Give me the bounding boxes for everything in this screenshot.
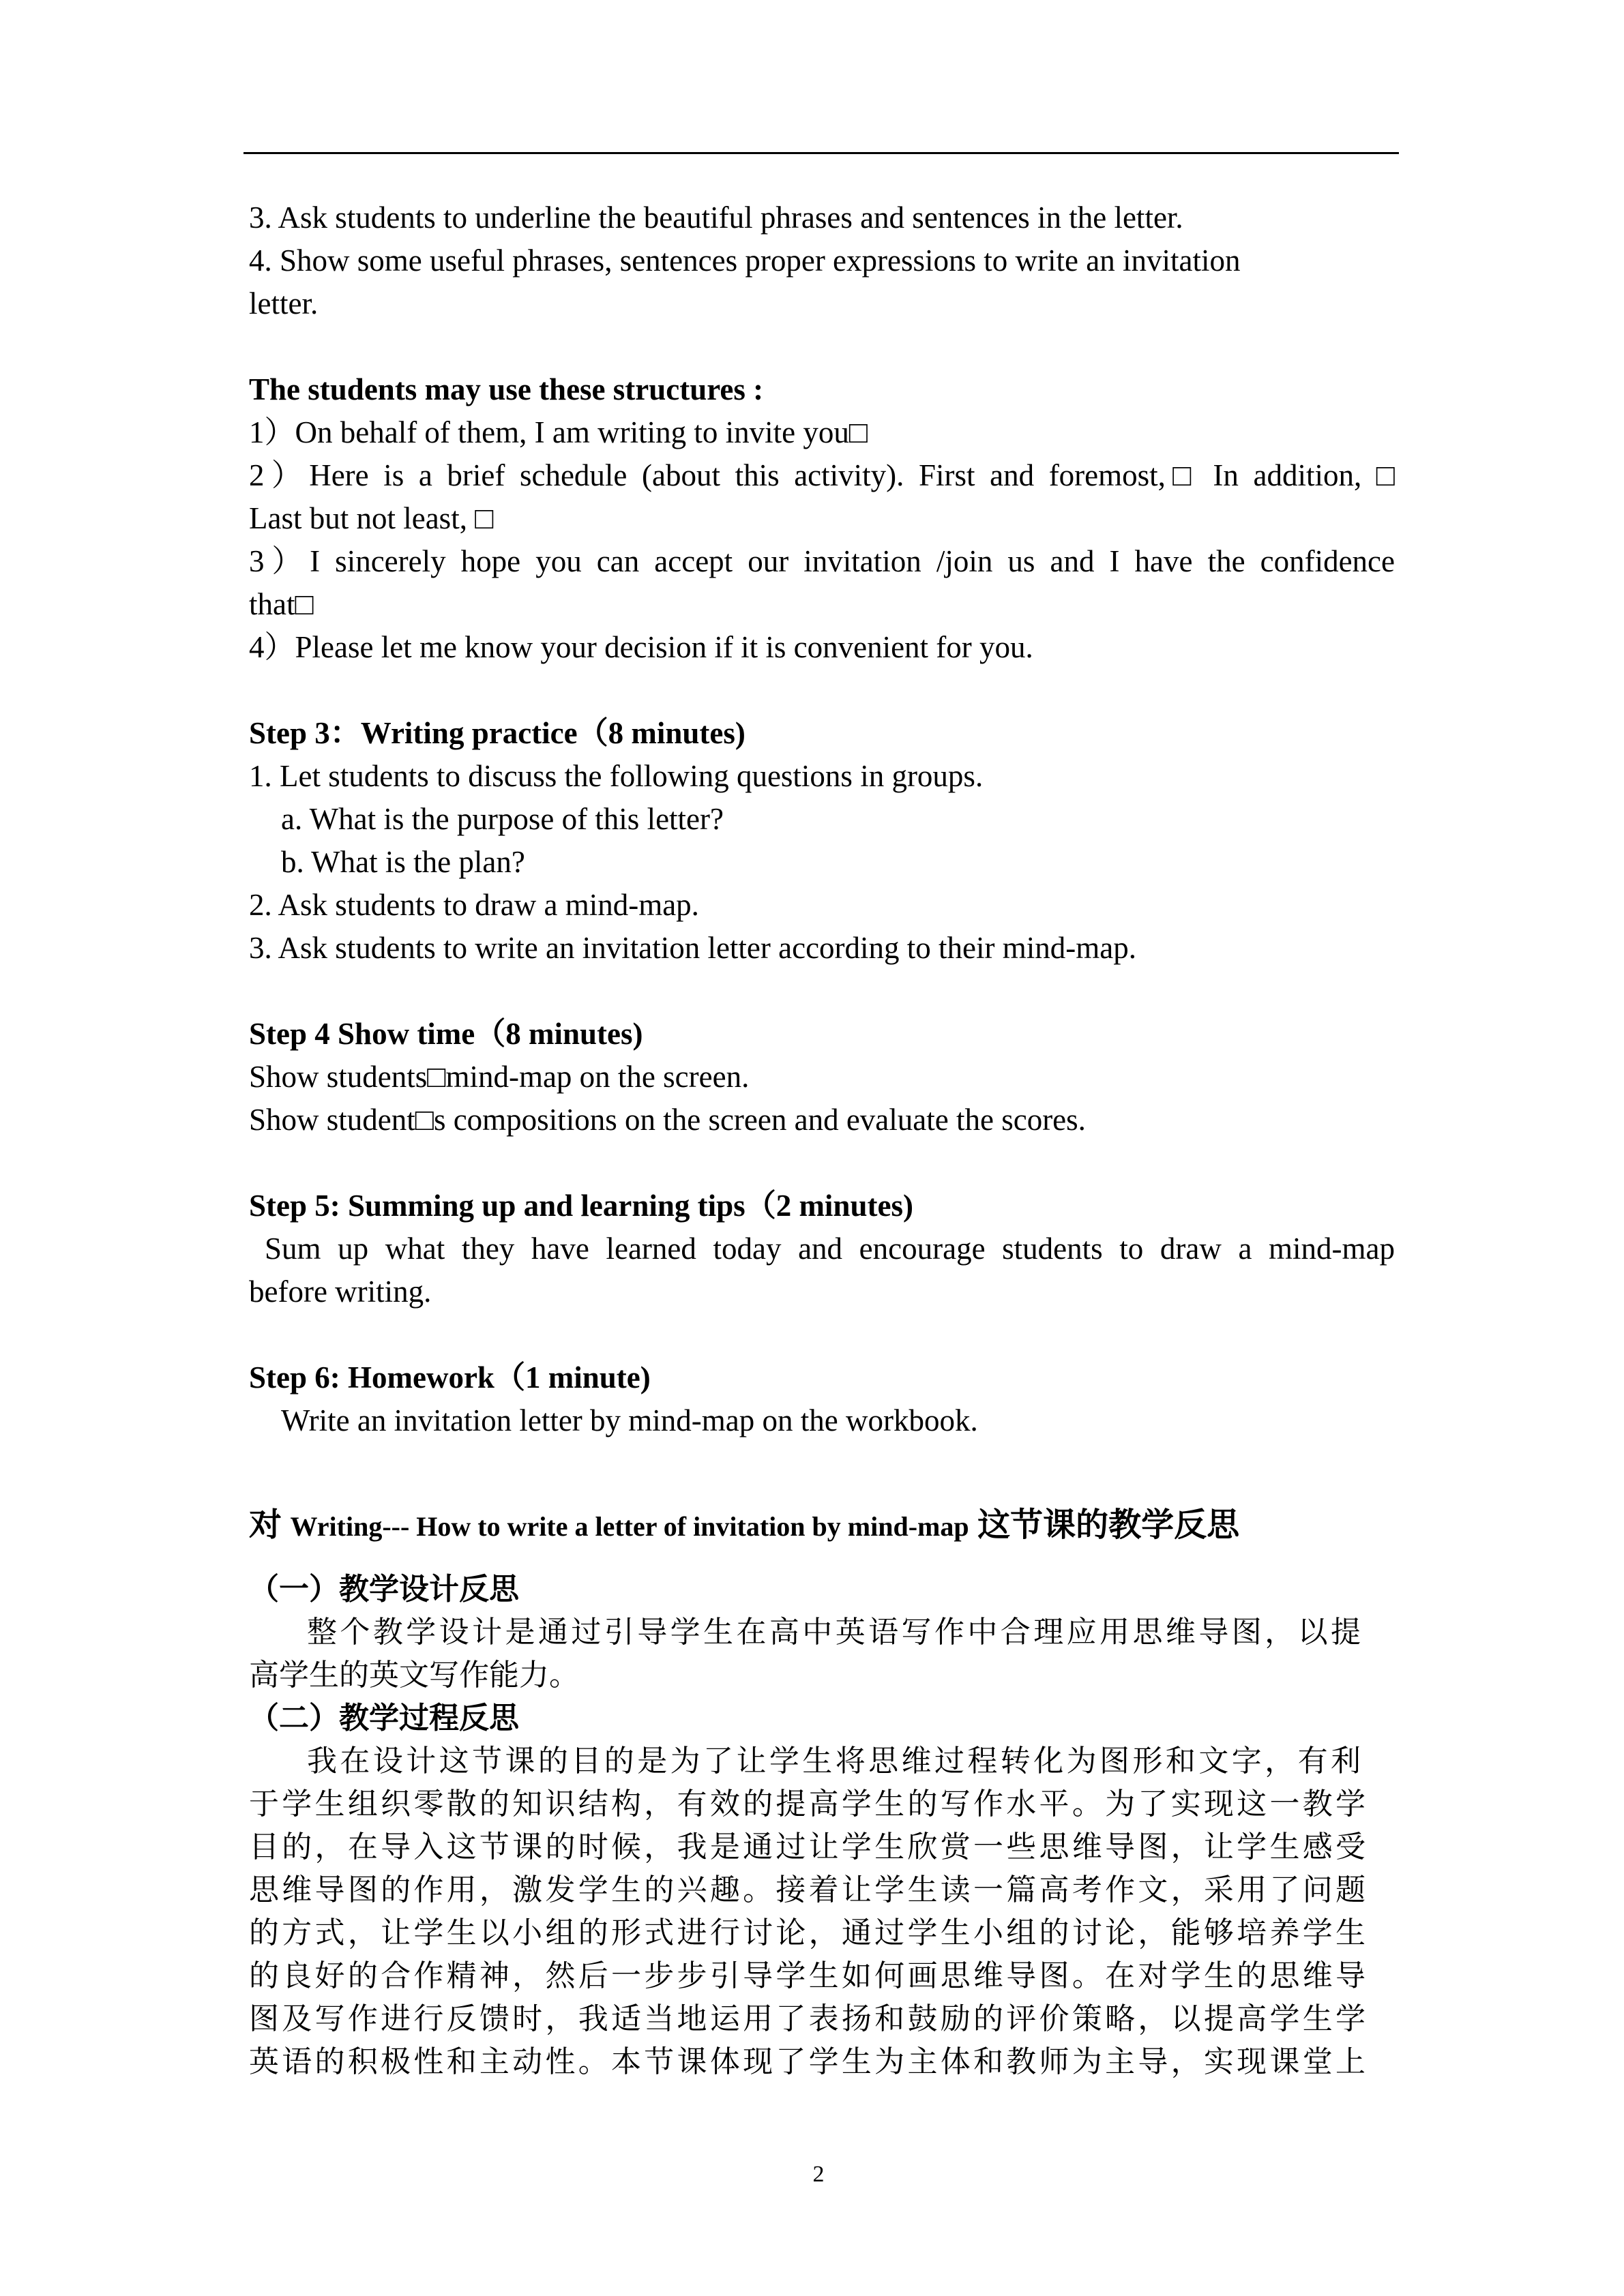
reflection-para-2-line-8: 英语的积极性和主动性。本节课体现了学生为主体和教师为主导，实现课堂上 bbox=[249, 2044, 1365, 2079]
line-instruction-4-cont: letter. bbox=[249, 286, 319, 320]
header-rule bbox=[243, 152, 1399, 154]
step-4-line-1: Show students□mind-map on the screen. bbox=[249, 1060, 750, 1094]
step-3-item-1: 1. Let students to discuss the following questions in groups. bbox=[249, 759, 984, 793]
step-3-item-2: 2. Ask students to draw a mind-map. bbox=[249, 888, 699, 922]
step-4-line-2: Show student□s compositions on the screen and evaluate the scores. bbox=[249, 1103, 1086, 1137]
structure-2-cont: Last but not least, □ bbox=[249, 501, 494, 535]
reflection-para-2-line-3: 目的，在导入这节课的时候，我是通过让学生欣赏一些思维导图，让学生感受 bbox=[249, 1830, 1365, 1864]
step-5-line-1: Sum up what they have learned today and encourage students to draw a mind-map bbox=[265, 1232, 1395, 1266]
structure-3-cont: that□ bbox=[249, 587, 314, 621]
structure-1: 1）On behalf of them, I am writing to invite you□ bbox=[249, 415, 868, 449]
step-5-line-2: before writing. bbox=[249, 1274, 432, 1309]
reflection-title-en: Writing--- How to write a letter of invitation by mind-map bbox=[290, 1511, 969, 1542]
structure-3: 3）I sincerely hope you can accept our invitation /join us and I have the confidence bbox=[249, 544, 1395, 578]
reflection-para-2-line-4: 思维导图的作用，激发学生的兴趣。接着让学生读一篇高考作文，采用了问题 bbox=[249, 1873, 1365, 1907]
step-3-question-b: b. What is the plan? bbox=[281, 845, 525, 879]
reflection-heading-1: （一）教学设计反思 bbox=[249, 1572, 519, 1607]
structure-2: 2）Here is a brief schedule (about this activity). First and foremost,□ In addition, □ bbox=[249, 458, 1395, 492]
step-3-heading: Step 3：Writing practice（8 minutes) bbox=[249, 716, 745, 750]
page-number: 2 bbox=[812, 2162, 825, 2187]
reflection-title bbox=[249, 1502, 1239, 1549]
line-instruction-4: 4. Show some useful phrases, sentences proper expressions to write an invitation bbox=[249, 243, 1241, 278]
structures-heading: The students may use these structures : bbox=[249, 372, 764, 406]
reflection-title-suffix: 这节课的教学反思 bbox=[977, 1506, 1240, 1544]
structure-4: 4）Please let me know your decision if it is convenient for you. bbox=[249, 630, 1033, 664]
reflection-para-2-line-5: 的方式，让学生以小组的形式进行讨论，通过学生小组的讨论，能够培养学生 bbox=[249, 1915, 1365, 1950]
reflection-para-2-line-2: 于学生组织零散的知识结构，有效的提高学生的写作水平。为了实现这一教学 bbox=[249, 1787, 1365, 1821]
step-4-heading: Step 4 Show time（8 minutes) bbox=[249, 1017, 643, 1051]
reflection-para-2-line-6: 的良好的合作精神，然后一步步引导学生如何画思维导图。在对学生的思维导 bbox=[249, 1958, 1365, 1993]
step-6-line-1: Write an invitation letter by mind-map on the workbook. bbox=[281, 1403, 978, 1437]
step-5-heading: Step 5: Summing up and learning tips（2 minutes) bbox=[249, 1189, 913, 1223]
reflection-para-1-line-1: 整个教学设计是通过引导学生在高中英语写作中合理应用思维导图，以提 bbox=[307, 1615, 1361, 1650]
reflection-para-2-line-1: 我在设计这节课的目的是为了让学生将思维过程转化为图形和文字，有利 bbox=[307, 1744, 1361, 1778]
reflection-para-2-line-7: 图及写作进行反馈时，我适当地运用了表扬和鼓励的评价策略，以提高学生学 bbox=[249, 2001, 1365, 2036]
step-3-question-a: a. What is the purpose of this letter? bbox=[281, 802, 724, 836]
step-6-heading: Step 6: Homework（1 minute) bbox=[249, 1360, 651, 1395]
reflection-para-1-line-2: 高学生的英文写作能力。 bbox=[249, 1658, 579, 1693]
reflection-title-prefix: 对 bbox=[249, 1506, 282, 1544]
line-instruction-3: 3. Ask students to underline the beautiful phrases and sentences in the letter. bbox=[249, 200, 1183, 235]
reflection-heading-2: （二）教学过程反思 bbox=[249, 1701, 519, 1735]
step-3-item-3: 3. Ask students to write an invitation letter according to their mind-map. bbox=[249, 931, 1136, 965]
